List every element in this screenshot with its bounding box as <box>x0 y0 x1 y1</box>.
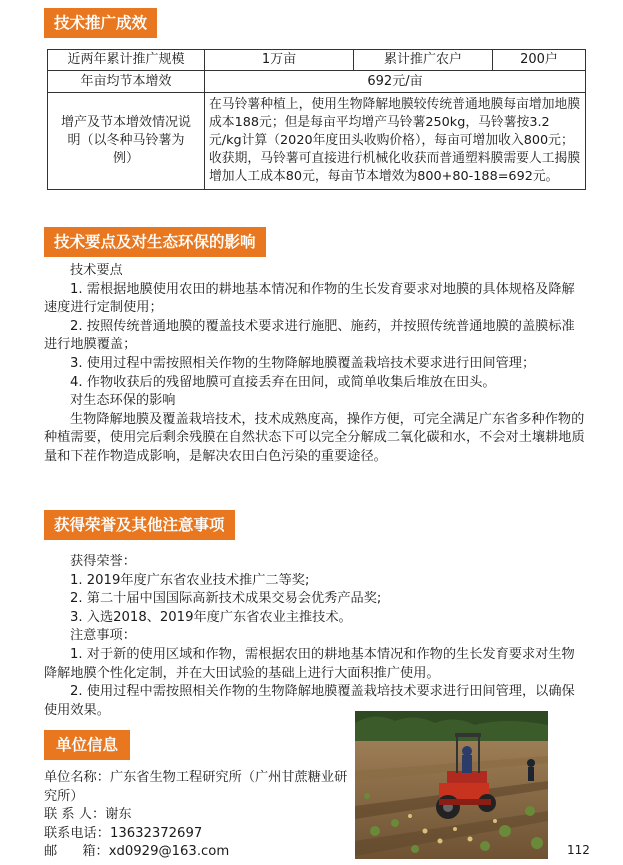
field-tractor-photo <box>355 711 548 859</box>
unit-name-value: 广东省生物工程研究所（广州甘蔗糖业研究所） <box>44 770 348 804</box>
farmers-value: 200户 <box>493 50 586 71</box>
phone-label: 联系电话： <box>44 825 110 841</box>
contact-value: 谢东 <box>105 807 132 823</box>
section-title-honors: 获得荣誉及其他注意事项 <box>44 510 235 540</box>
honors-body <box>44 553 586 720</box>
eco-heading: 对生态环保的影响 <box>70 393 176 409</box>
email-value: xd0929@163.com <box>108 844 230 860</box>
explain-label: 增产及节本增效情况说明（以冬种马铃薯为例） <box>48 93 205 190</box>
benefit-value: 692元/亩 <box>205 71 586 93</box>
email-row <box>44 843 354 862</box>
section-title-unit: 单位信息 <box>44 730 130 760</box>
promotion-table <box>47 49 586 190</box>
benefit-label: 年亩均节本增效 <box>48 71 205 93</box>
honor-item: 3. 入选2018、2019年度广东省农业主推技术。 <box>70 609 352 625</box>
key-point-item: 4. 作物收获后的残留地膜可直接丢弃在田间，或简单收集后堆放在田头。 <box>70 374 496 390</box>
eco-text: 生物降解地膜及覆盖栽培技术，技术成熟度高，操作方便，可完全满足广东省多种作物的种植需要，使用完后剩余残膜在自然状态下可以完全分解成二氧化碳和水，不会对土壤耕地质量和下茬作物造成影响，是解决农田白色污染的重要途径。 <box>44 411 585 464</box>
field-tractor-illustration <box>355 711 548 859</box>
honor-item: 2. 第二十届中国国际高新技术成果交易会优秀产品奖; <box>70 591 382 607</box>
phone-row <box>44 825 354 844</box>
key-point-item: 3. 使用过程中需按照相关作物的生物降解地膜覆盖栽培技术要求进行田间管理； <box>70 355 536 371</box>
section-title-promotion: 技术推广成效 <box>44 8 157 38</box>
note-item: 2. 使用过程中需按照相关作物的生物降解地膜覆盖栽培技术要求进行田间管理，以确保使用效果。 <box>44 684 575 718</box>
phone-value: 13632372697 <box>109 825 203 841</box>
honors-heading: 获得荣誉： <box>70 554 136 569</box>
contact-row <box>44 806 354 825</box>
unit-info <box>44 769 354 862</box>
scale-label: 近两年累计推广规模 <box>48 50 205 71</box>
unit-name-label: 单位名称： <box>44 770 110 785</box>
key-points-heading: 技术要点 <box>70 263 123 278</box>
farmers-label: 累计推广农户 <box>354 50 493 71</box>
notes-heading: 注意事项： <box>70 628 136 644</box>
honor-item: 1. 2019年度广东省农业技术推广二等奖; <box>70 572 310 588</box>
unit-name-row <box>44 769 354 806</box>
section-title-key-points: 技术要点及对生态环保的影响 <box>44 227 266 257</box>
key-point-item: 1. 需根据地膜使用农田的耕地基本情况和作物的生长发育要求对地膜的具体规格及降解速度进行定制使用； <box>44 281 575 316</box>
email-label: 邮 箱： <box>44 844 109 860</box>
scale-value: 1万亩 <box>205 50 354 71</box>
note-item: 1. 对于新的使用区域和作物，需根据农田的耕地基本情况和作物的生长发育要求对生物降解地膜个性化定制，并在大田试验的基础上进行大面积推广使用。 <box>44 646 575 681</box>
contact-label: 联 系 人： <box>44 807 106 823</box>
key-points-body <box>44 262 586 467</box>
key-point-item: 2. 按照传统普通地膜的覆盖技术要求进行施肥、施药，并按照传统普通地膜的盖膜标准进行地膜覆盖； <box>44 318 575 353</box>
page-number: 112 <box>567 843 590 857</box>
explain-text: 在马铃薯种植上，使用生物降解地膜较传统普通地膜每亩增加地膜成本188元；但是每亩平均增产马铃薯250kg，马铃薯按3.2元/kg计算（2020年度田头收购价格），每亩可增加收入800元；收获期，马铃薯可直接进行机械化收获而普通塑料膜需要人工揭膜增加人工成本80元，每亩节本增效为800+80-188=692元。 <box>205 93 586 190</box>
